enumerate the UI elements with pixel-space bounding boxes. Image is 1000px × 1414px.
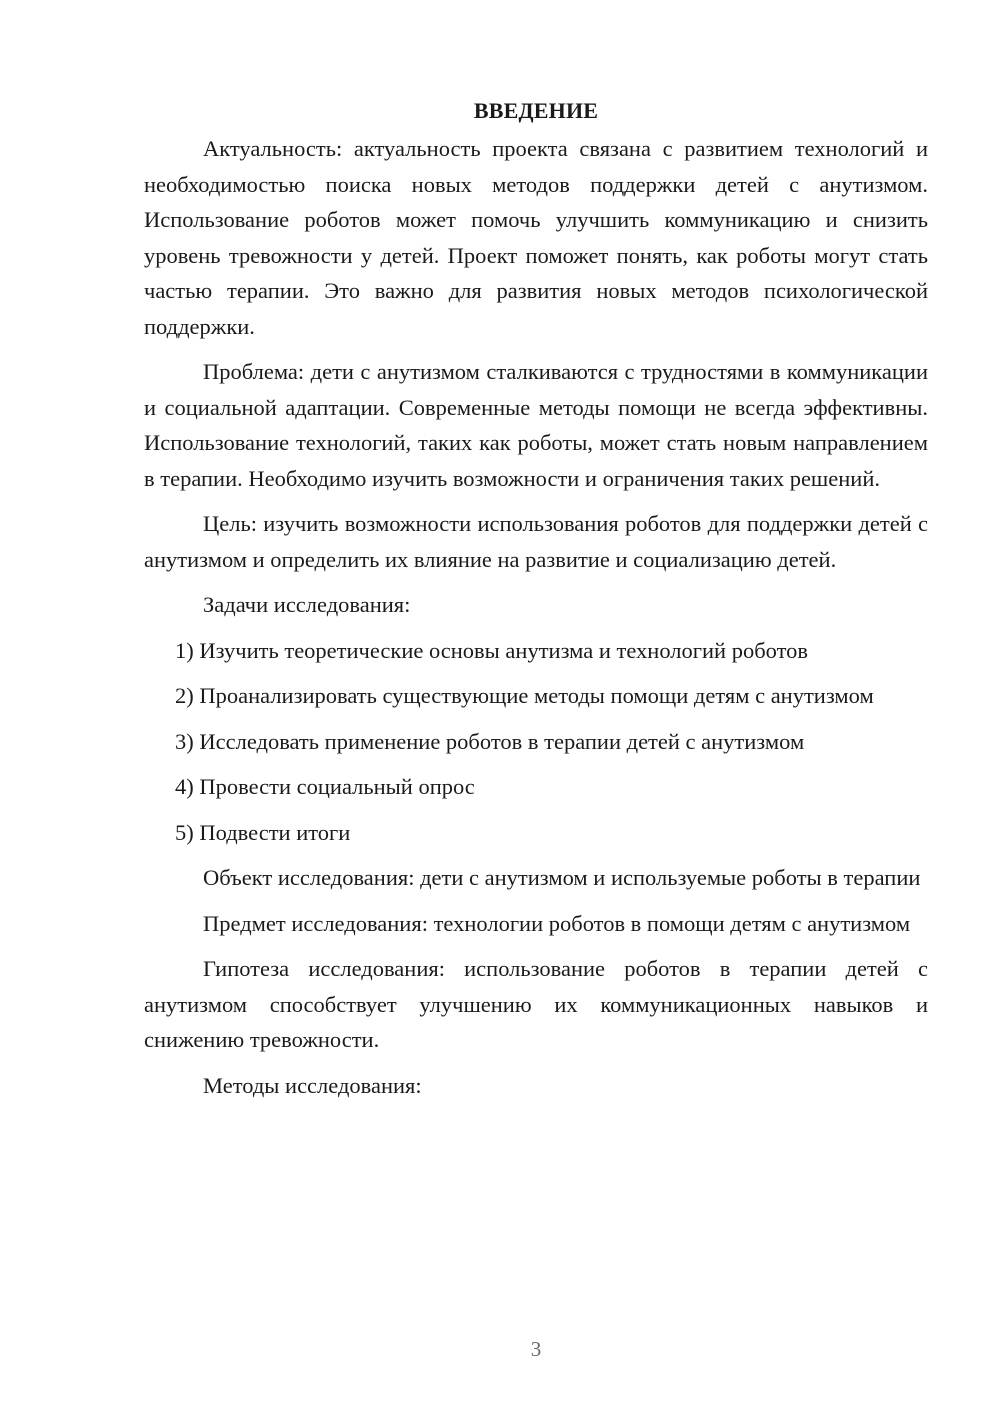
methods-heading: Методы исследования: xyxy=(203,1072,422,1098)
paragraph-goal: Цель: изучить возможности использования роботов для поддержки детей с анутизмом и определить их влияние на развитие и социализацию детей. xyxy=(144,511,928,572)
page-number: 3 xyxy=(530,1337,542,1361)
paragraph-hypothesis: Гипотеза исследования: использование роботов в терапии детей с анутизмом способствует улучшению их коммуникационных навыков и снижению тревожности. xyxy=(144,956,928,1052)
list-item-task-5: 5) Подвести итоги xyxy=(175,819,351,845)
paragraph-subject: Предмет исследования: технологии роботов в помощи детям с анутизмом xyxy=(203,910,911,936)
page-title: ВВЕДЕНИЕ xyxy=(473,98,599,123)
paragraph-problem: Проблема: дети с анутизмом сталкиваются с трудностями в коммуникации и социальной адаптации. Современные методы помощи не всегда эффективны. Использование технологий, таких как роботы, может стать новым направлением в терапии. Необходимо изучить возможности и ограничения таких решений. xyxy=(144,359,928,491)
list-item-task-3: 3) Исследовать применение роботов в терапии детей с анутизмом xyxy=(175,728,805,754)
page-content xyxy=(144,94,928,1113)
paragraph-object: Объект исследования: дети с анутизмом и используемые роботы в терапии xyxy=(203,865,921,890)
tasks-heading: Задачи исследования: xyxy=(203,592,411,617)
list-item-task-4: 4) Провести социальный опрос xyxy=(175,774,475,799)
list-item-task-1: 1) Изучить теоретические основы анутизма и технологий роботов xyxy=(175,637,808,663)
list-item-task-2: 2) Проанализировать существующие методы помощи детям с анутизмом xyxy=(175,683,874,708)
paragraph-relevance: Актуальность: актуальность проекта связана с развитием технологий и необходимостью поиска новых методов поддержки детей с анутизмом. Использование роботов может помочь улучшить коммуникацию и снизить уровень тревожности у детей. Проект поможет понять, как роботы могут стать частью терапии. Это важно для развития новых методов психологической поддержки. xyxy=(144,136,928,339)
